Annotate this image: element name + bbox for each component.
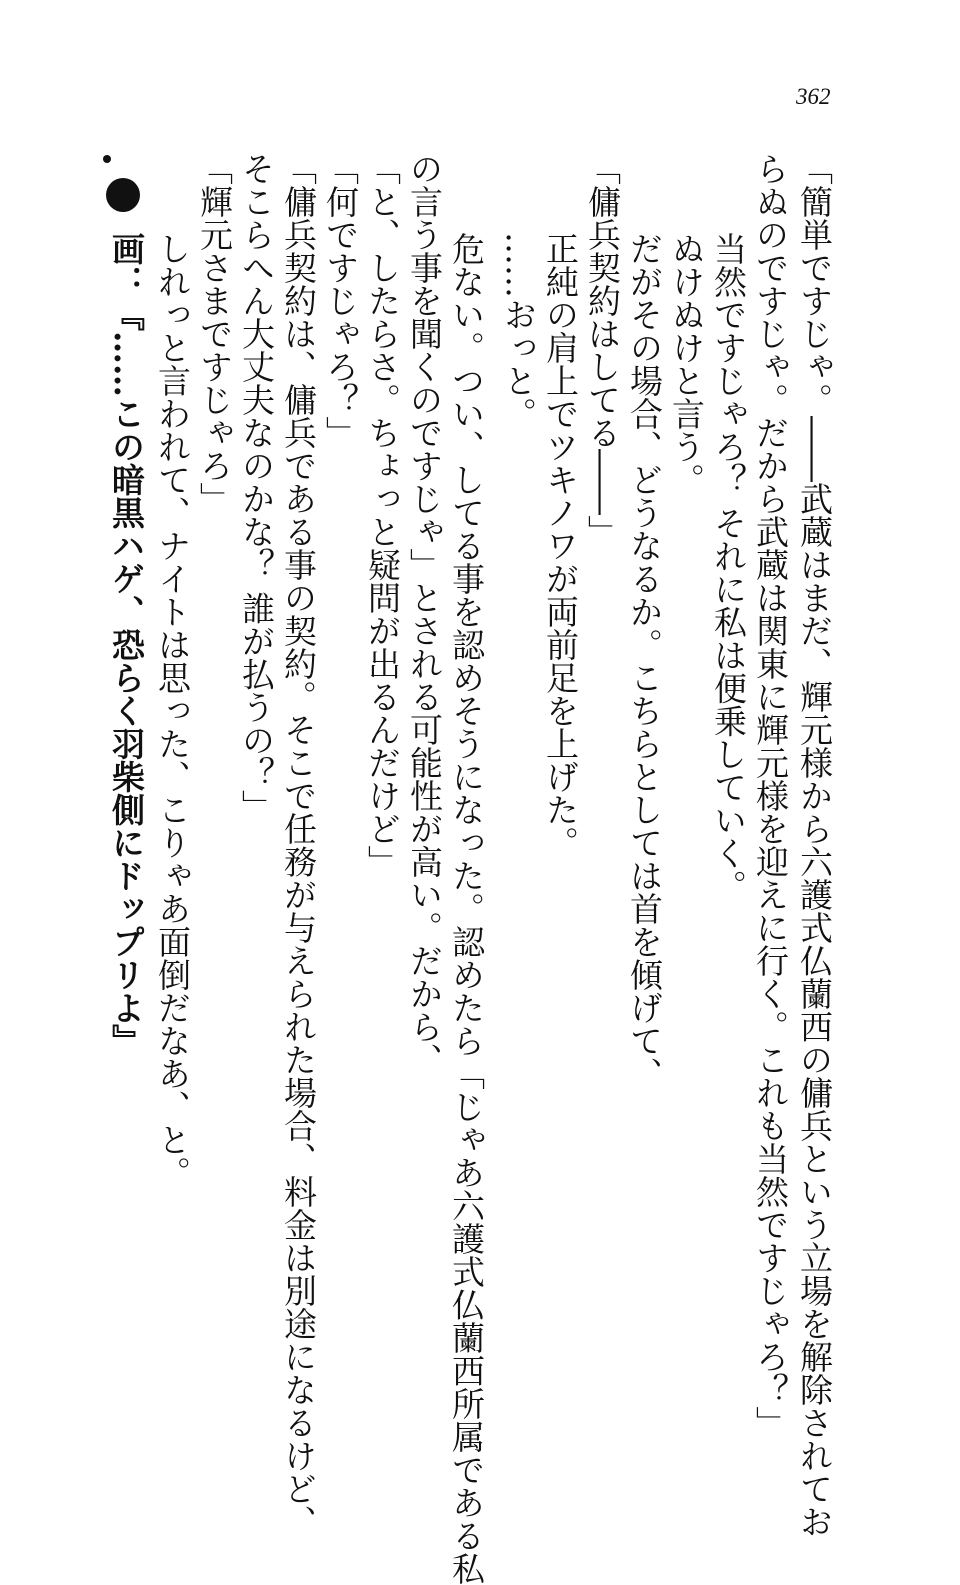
text-line-15: 「輝元さまですじゃろ」 [195, 152, 234, 515]
text-line-5: だがその場合、どうなるか。こちらとしては首を傾げて、 [625, 232, 664, 1090]
page-number: 362 [796, 84, 831, 109]
text-line-4: ぬけぬけと言う。 [667, 232, 706, 496]
text-line-16: しれっと言われて、ナイトは思った、こりゃあ面倒だなあ、と。 [153, 232, 192, 1189]
text-line-2: らぬのですじゃ。だから武蔵は関東に輝元様を迎えに行く。これも当然ですじゃろ？」 [751, 152, 790, 1439]
text-line-8: ……おっと。 [499, 232, 538, 430]
text-line-14: そこらへん大丈夫なのかな？ 誰が払うの？」 [237, 152, 276, 823]
black-circle-icon [106, 178, 140, 212]
text-line-17: 画：『……この暗黒ハゲ、恐らく羽柴側にドップリよ』 [107, 232, 146, 1057]
text-line-12: 「何ですじゃろ？」 [321, 152, 360, 449]
text-line-6: 「傭兵契約はしてる――」 [583, 152, 622, 548]
bullet-dot [103, 155, 111, 163]
text-line-3: 当然ですじゃろ？ それに私は便乗していく。 [709, 232, 748, 903]
text-line-10: の言う事を聞くのですじゃ」とされる可能性が高い。だから、 [405, 152, 444, 1076]
text-line-13: 「傭兵契約は、傭兵である事の契約。そこで任務が与えられた場合、料金は別途になるけど、 [279, 152, 318, 1538]
text-line-1: 「簡単ですじゃ。――武蔵はまだ、輝元様から六護式仏蘭西の傭兵という立場を解除されてお [795, 152, 834, 1538]
text-line-11: 「と、したらさ。ちょっと疑問が出るんだけど」 [363, 152, 402, 878]
text-line-7: 正純の肩上でツキノワが両前足を上げた。 [541, 232, 580, 859]
text-line-9: 危ない。つい、してる事を認めそうになった。認めたら「じゃあ六護式仏蘭西所属である私 [447, 232, 486, 1585]
